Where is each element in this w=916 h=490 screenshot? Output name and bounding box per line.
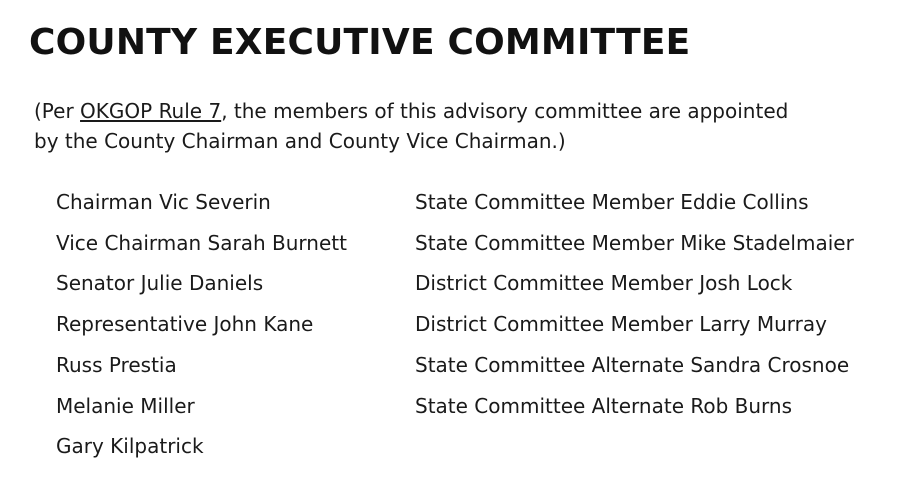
intro-prefix: (Per — [34, 99, 81, 123]
members-right-column — [415, 182, 854, 426]
member-item: District Committee Member Josh Lock — [415, 271, 793, 296]
page-title: COUNTY EXECUTIVE COMMITTEE — [29, 22, 691, 63]
intro-text — [34, 96, 894, 156]
member-item: State Committee Member Eddie Collins — [415, 190, 809, 214]
member-item: State Committee Alternate Sandra Crosnoe — [415, 352, 850, 377]
intro-suffix: , the members of this advisory committee are appointed — [221, 99, 789, 123]
member-item: State Committee Member Mike Stadelmaier — [415, 230, 854, 255]
member-item: Melanie Miller — [56, 393, 195, 418]
member-item: State Committee Alternate Rob Burns — [415, 393, 793, 418]
member-item: Chairman Vic Severin — [56, 190, 271, 214]
members-left-column — [56, 182, 347, 467]
member-item: Russ Prestia — [56, 352, 177, 377]
member-item: Gary Kilpatrick — [56, 434, 204, 459]
member-item: District Committee Member Larry Murray — [415, 312, 827, 337]
member-item: Vice Chairman Sarah Burnett — [56, 230, 347, 255]
okgop-rule-link[interactable]: OKGOP Rule 7 — [80, 99, 222, 123]
intro-line-2: by the County Chairman and County Vice Chairman.) — [34, 129, 566, 153]
member-item: Senator Julie Daniels — [56, 271, 264, 296]
member-item: Representative John Kane — [56, 312, 314, 337]
